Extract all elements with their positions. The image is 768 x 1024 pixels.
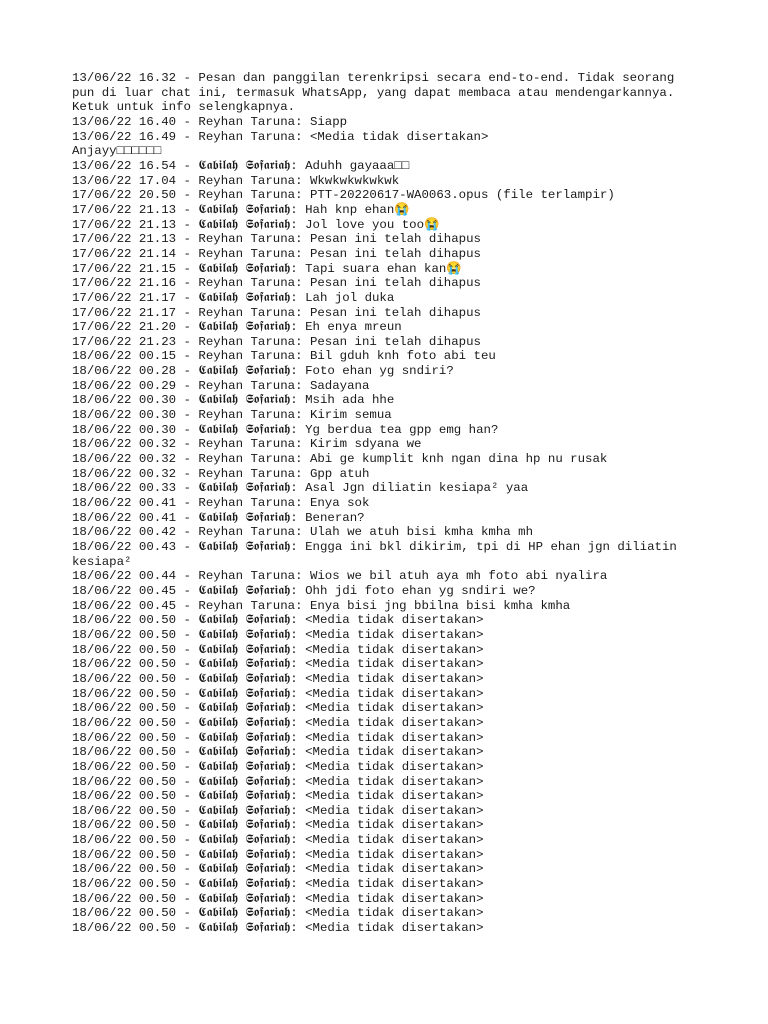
chat-message-line: 18/06/22 00.50 - 𝕮𝖆𝖇𝖎𝖑𝖆𝖍 𝕾𝖔𝖋𝖆𝖗𝖎𝖆𝖍: <Media tidak disertakan> [72,921,484,936]
chat-message-line: 18/06/22 00.50 - 𝕮𝖆𝖇𝖎𝖑𝖆𝖍 𝕾𝖔𝖋𝖆𝖗𝖎𝖆𝖍: <Media tidak disertakan> [72,745,484,760]
chat-message-line: 18/06/22 00.50 - 𝕮𝖆𝖇𝖎𝖑𝖆𝖍 𝕾𝖔𝖋𝖆𝖗𝖎𝖆𝖍: <Media tidak disertakan> [72,803,484,818]
chat-message-line: 18/06/22 00.50 - 𝕮𝖆𝖇𝖎𝖑𝖆𝖍 𝕾𝖔𝖋𝖆𝖗𝖎𝖆𝖍: <Media tidak disertakan> [72,906,484,921]
chat-message-line: Anjayy□□□□□□ [72,144,162,159]
chat-message-line: 18/06/22 00.32 - Reyhan Taruna: Kirim sdyana we [72,437,422,452]
chat-message-line: 17/06/22 21.13 - Reyhan Taruna: Pesan ini telah dihapus [72,232,481,247]
chat-message-line: 18/06/22 00.50 - 𝕮𝖆𝖇𝖎𝖑𝖆𝖍 𝕾𝖔𝖋𝖆𝖗𝖎𝖆𝖍: <Media tidak disertakan> [72,759,484,774]
chat-message-line: 17/06/22 21.23 - Reyhan Taruna: Pesan ini telah dihapus [72,334,481,349]
chat-message-line: 18/06/22 00.50 - 𝕮𝖆𝖇𝖎𝖑𝖆𝖍 𝕾𝖔𝖋𝖆𝖗𝖎𝖆𝖍: <Media tidak disertakan> [72,833,484,848]
chat-message-line: 18/06/22 00.41 - Reyhan Taruna: Enya sok [72,496,370,511]
chat-message-line: 17/06/22 21.17 - 𝕮𝖆𝖇𝖎𝖑𝖆𝖍 𝕾𝖔𝖋𝖆𝖗𝖎𝖆𝖍: Lah jol duka [72,290,395,305]
chat-message-line: 18/06/22 00.33 - 𝕮𝖆𝖇𝖎𝖑𝖆𝖍 𝕾𝖔𝖋𝖆𝖗𝖎𝖆𝖍: Asal Jgn diliatin kesiapa² yaa [72,481,529,496]
chat-message-line: 13/06/22 16.54 - 𝕮𝖆𝖇𝖎𝖑𝖆𝖍 𝕾𝖔𝖋𝖆𝖗𝖎𝖆𝖍: Aduhh gayaaa□□ [72,158,410,173]
chat-message-line: 17/06/22 21.17 - Reyhan Taruna: Pesan ini telah dihapus [72,305,481,320]
chat-message-line: 18/06/22 00.44 - Reyhan Taruna: Wios we bil atuh aya mh foto abi nyalira [72,569,608,584]
chat-message-line: 17/06/22 21.20 - 𝕮𝖆𝖇𝖎𝖑𝖆𝖍 𝕾𝖔𝖋𝖆𝖗𝖎𝖆𝖍: Eh enya mreun [72,320,402,335]
chat-message-line: 17/06/22 21.13 - 𝕮𝖆𝖇𝖎𝖑𝖆𝖍 𝕾𝖔𝖋𝖆𝖗𝖎𝖆𝖍: Jol love you too😭 [72,217,440,232]
chat-message-line: 18/06/22 00.41 - 𝕮𝖆𝖇𝖎𝖑𝖆𝖍 𝕾𝖔𝖋𝖆𝖗𝖎𝖆𝖍: Beneran? [72,510,365,525]
chat-message-line: 18/06/22 00.50 - 𝕮𝖆𝖇𝖎𝖑𝖆𝖍 𝕾𝖔𝖋𝖆𝖗𝖎𝖆𝖍: <Media tidak disertakan> [72,891,484,906]
chat-message-line: 18/06/22 00.28 - 𝕮𝖆𝖇𝖎𝖑𝖆𝖍 𝕾𝖔𝖋𝖆𝖗𝖎𝖆𝖍: Foto ehan yg sndiri? [72,364,454,379]
chat-message-line: 18/06/22 00.45 - Reyhan Taruna: Enya bisi jng bbilna bisi kmha kmha [72,598,571,613]
chat-message-line: 18/06/22 00.50 - 𝕮𝖆𝖇𝖎𝖑𝖆𝖍 𝕾𝖔𝖋𝖆𝖗𝖎𝖆𝖍: <Media tidak disertakan> [72,642,484,657]
chat-message-line: 18/06/22 00.42 - Reyhan Taruna: Ulah we atuh bisi kmha kmha mh [72,525,534,540]
chat-message-line: 18/06/22 00.50 - 𝕮𝖆𝖇𝖎𝖑𝖆𝖍 𝕾𝖔𝖋𝖆𝖗𝖎𝖆𝖍: <Media tidak disertakan> [72,701,484,716]
chat-message-line: 18/06/22 00.50 - 𝕮𝖆𝖇𝖎𝖑𝖆𝖍 𝕾𝖔𝖋𝖆𝖗𝖎𝖆𝖍: <Media tidak disertakan> [72,715,484,730]
chat-message-line: 18/06/22 00.43 - 𝕮𝖆𝖇𝖎𝖑𝖆𝖍 𝕾𝖔𝖋𝖆𝖗𝖎𝖆𝖍: Engga ini bkl dikirim, tpi di HP ehan jgn diliatin kesiapa² [72,540,677,569]
chat-message-line: 18/06/22 00.50 - 𝕮𝖆𝖇𝖎𝖑𝖆𝖍 𝕾𝖔𝖋𝖆𝖗𝖎𝖆𝖍: <Media tidak disertakan> [72,818,484,833]
chat-log [72,115,704,936]
chat-message-line: 17/06/22 20.50 - Reyhan Taruna: PTT-20220617-WA0063.opus (file terlampir) [72,188,615,203]
chat-message-line: 18/06/22 00.50 - 𝕮𝖆𝖇𝖎𝖑𝖆𝖍 𝕾𝖔𝖋𝖆𝖗𝖎𝖆𝖍: <Media tidak disertakan> [72,847,484,862]
chat-message-line: 17/06/22 21.15 - 𝕮𝖆𝖇𝖎𝖑𝖆𝖍 𝕾𝖔𝖋𝖆𝖗𝖎𝖆𝖍: Tapi suara ehan kan😭 [72,261,462,276]
chat-message-line: 18/06/22 00.50 - 𝕮𝖆𝖇𝖎𝖑𝖆𝖍 𝕾𝖔𝖋𝖆𝖗𝖎𝖆𝖍: <Media tidak disertakan> [72,774,484,789]
chat-message-line: 13/06/22 16.49 - Reyhan Taruna: <Media tidak disertakan> [72,129,489,144]
chat-message-line: 18/06/22 00.30 - 𝕮𝖆𝖇𝖎𝖑𝖆𝖍 𝕾𝖔𝖋𝖆𝖗𝖎𝖆𝖍: Msih ada hhe [72,393,395,408]
chat-message-line: 17/06/22 21.14 - Reyhan Taruna: Pesan ini telah dihapus [72,246,481,261]
chat-message-line: 13/06/22 16.40 - Reyhan Taruna: Siapp [72,114,348,129]
chat-message-line: 18/06/22 00.30 - Reyhan Taruna: Kirim semua [72,408,392,423]
chat-message-line: 18/06/22 00.30 - 𝕮𝖆𝖇𝖎𝖑𝖆𝖍 𝕾𝖔𝖋𝖆𝖗𝖎𝖆𝖍: Yg berdua tea gpp emg han? [72,422,499,437]
chat-message-line: 18/06/22 00.50 - 𝕮𝖆𝖇𝖎𝖑𝖆𝖍 𝕾𝖔𝖋𝖆𝖗𝖎𝖆𝖍: <Media tidak disertakan> [72,862,484,877]
chat-message-line: 18/06/22 00.50 - 𝕮𝖆𝖇𝖎𝖑𝖆𝖍 𝕾𝖔𝖋𝖆𝖗𝖎𝖆𝖍: <Media tidak disertakan> [72,789,484,804]
encryption-notice: 13/06/22 16.32 - Pesan dan panggilan terenkripsi secara end-to-end. Tidak seorang pun di luar chat ini, termasuk WhatsApp, yang dapat membaca atau mendengarkannya. Ketuk untuk info selengkapnya. [72,71,675,115]
chat-message-line: 18/06/22 00.50 - 𝕮𝖆𝖇𝖎𝖑𝖆𝖍 𝕾𝖔𝖋𝖆𝖗𝖎𝖆𝖍: <Media tidak disertakan> [72,657,484,672]
chat-message-line: 18/06/22 00.50 - 𝕮𝖆𝖇𝖎𝖑𝖆𝖍 𝕾𝖔𝖋𝖆𝖗𝖎𝖆𝖍: <Media tidak disertakan> [72,686,484,701]
chat-message-line: 18/06/22 00.50 - 𝕮𝖆𝖇𝖎𝖑𝖆𝖍 𝕾𝖔𝖋𝖆𝖗𝖎𝖆𝖍: <Media tidak disertakan> [72,627,484,642]
chat-message-line: 18/06/22 00.50 - 𝕮𝖆𝖇𝖎𝖑𝖆𝖍 𝕾𝖔𝖋𝖆𝖗𝖎𝖆𝖍: <Media tidak disertakan> [72,730,484,745]
chat-message-line: 13/06/22 17.04 - Reyhan Taruna: Wkwkwkwkwkwk [72,173,400,188]
chat-message-line: 18/06/22 00.32 - Reyhan Taruna: Abi ge kumplit knh ngan dina hp nu rusak [72,452,608,467]
chat-message-line: 18/06/22 00.50 - 𝕮𝖆𝖇𝖎𝖑𝖆𝖍 𝕾𝖔𝖋𝖆𝖗𝖎𝖆𝖍: <Media tidak disertakan> [72,671,484,686]
chat-message-line: 17/06/22 21.13 - 𝕮𝖆𝖇𝖎𝖑𝖆𝖍 𝕾𝖔𝖋𝖆𝖗𝖎𝖆𝖍: Hah knp ehan😭 [72,202,410,217]
chat-message-line: 18/06/22 00.45 - 𝕮𝖆𝖇𝖎𝖑𝖆𝖍 𝕾𝖔𝖋𝖆𝖗𝖎𝖆𝖍: Ohh jdi foto ehan yg sndiri we? [72,583,536,598]
chat-message-line: 18/06/22 00.32 - Reyhan Taruna: Gpp atuh [72,466,370,481]
chat-message-line: 18/06/22 00.15 - Reyhan Taruna: Bil gduh knh foto abi teu [72,349,496,364]
chat-message-line: 18/06/22 00.50 - 𝕮𝖆𝖇𝖎𝖑𝖆𝖍 𝕾𝖔𝖋𝖆𝖗𝖎𝖆𝖍: <Media tidak disertakan> [72,877,484,892]
chat-message-line: 18/06/22 00.29 - Reyhan Taruna: Sadayana [72,378,370,393]
chat-message-line: 17/06/22 21.16 - Reyhan Taruna: Pesan ini telah dihapus [72,276,481,291]
chat-message-line: 18/06/22 00.50 - 𝕮𝖆𝖇𝖎𝖑𝖆𝖍 𝕾𝖔𝖋𝖆𝖗𝖎𝖆𝖍: <Media tidak disertakan> [72,613,484,628]
